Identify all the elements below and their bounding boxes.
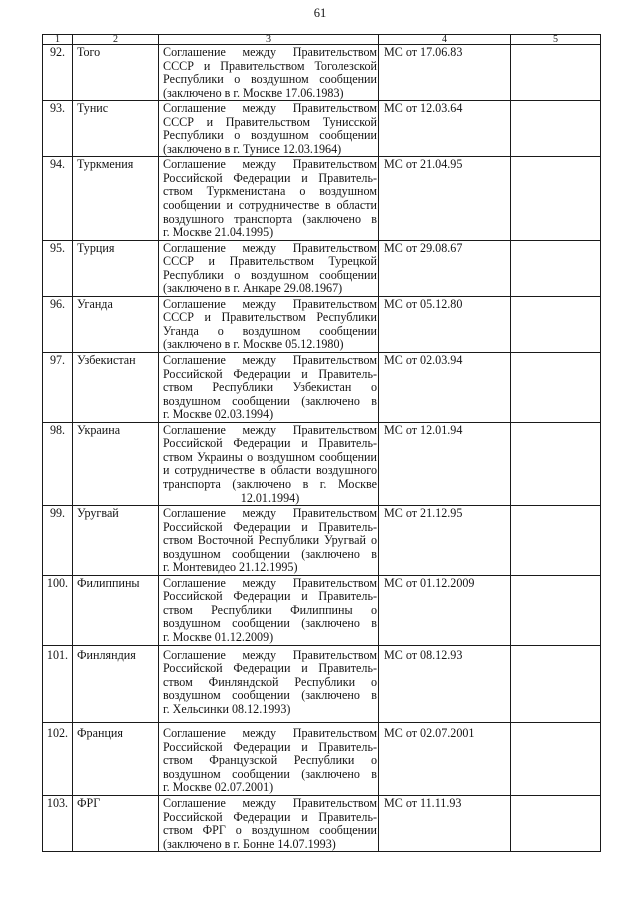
agreement-status: МС от 29.08.67 <box>379 240 511 296</box>
agreement-text-line: ством Туркменистана о воздушном <box>163 184 377 199</box>
agreement-text-line: Российской Федерации и Правитель- <box>163 170 377 185</box>
country-name: ФРГ <box>73 795 159 851</box>
agreement-text-line: Российской Федерации и Правитель- <box>163 739 377 754</box>
agreement-text-line: (заключено в г. Бонне 14.07.1993) <box>163 836 336 851</box>
header-col-number: 1 <box>43 35 73 45</box>
agreement-text-line: Российской Федерации и Правитель- <box>163 589 377 604</box>
remarks-cell <box>511 795 601 851</box>
table-row <box>43 575 601 645</box>
row-number: 102. <box>43 723 73 796</box>
agreement-text-line: транспорта (заключено в г. Москве <box>163 476 377 491</box>
agreement-text-line: ством Восточной Республики Уругвай о <box>163 533 377 548</box>
agreement-text-line: ством Украины о воздушном сообщении <box>163 449 377 464</box>
remarks-cell <box>511 45 601 101</box>
agreement-text-line: Соглашение между Правительством <box>163 45 377 59</box>
country-name: Турция <box>73 240 159 296</box>
agreement-description <box>159 157 379 240</box>
agreement-text-line: воздушном сообщении (заключено в <box>163 393 377 408</box>
remarks-cell <box>511 575 601 645</box>
agreement-text-line: 12.01.1994) <box>240 490 300 505</box>
country-name: Туркмения <box>73 157 159 240</box>
agreement-text-line: воздушном сообщении (заключено в <box>163 546 377 561</box>
country-name: Тунис <box>73 101 159 157</box>
row-number: 92. <box>43 45 73 101</box>
agreement-text-line: СССР и Правительством Республики <box>163 310 377 325</box>
table-row <box>43 645 601 723</box>
agreement-text-line: Уганда о воздушном сообщении <box>163 323 377 338</box>
row-number: 98. <box>43 422 73 505</box>
remarks-cell <box>511 723 601 796</box>
country-name: Того <box>73 45 159 101</box>
remarks-cell <box>511 157 601 240</box>
agreement-description <box>159 723 379 796</box>
agreement-text-line: Российской Федерации и Правитель- <box>163 519 377 534</box>
header-col-status: 4 <box>379 35 511 45</box>
agreement-text-line: Российской Федерации и Правитель- <box>163 661 377 676</box>
agreement-status: МС от 11.11.93 <box>379 795 511 851</box>
country-name: Уругвай <box>73 506 159 576</box>
row-number: 95. <box>43 240 73 296</box>
row-number: 100. <box>43 575 73 645</box>
agreement-status: МС от 02.03.94 <box>379 353 511 423</box>
agreement-status: МС от 17.06.83 <box>379 45 511 101</box>
agreement-status: МС от 05.12.80 <box>379 296 511 352</box>
table-row <box>43 296 601 352</box>
agreement-text-line: Соглашение между Правительством <box>163 240 377 255</box>
agreement-text-line: СССР и Правительством Тоголезской <box>163 58 377 73</box>
agreements-table <box>42 34 601 852</box>
agreement-status: МС от 01.12.2009 <box>379 575 511 645</box>
agreement-text-line: Республики о воздушном сообщении <box>163 128 377 143</box>
row-number: 101. <box>43 645 73 723</box>
agreement-text-line: СССР и Правительством Турецкой <box>163 254 377 269</box>
agreement-text-line: Российской Федерации и Правитель- <box>163 436 377 451</box>
table-row <box>43 723 601 796</box>
table-row <box>43 422 601 505</box>
agreement-status: МС от 12.01.94 <box>379 422 511 505</box>
agreement-text-line: Соглашение между Правительством <box>163 157 377 172</box>
agreement-text-line: Соглашение между Правительством <box>163 575 377 590</box>
table-row <box>43 795 601 851</box>
table-row <box>43 240 601 296</box>
agreement-text-line: Российской Федерации и Правитель- <box>163 809 377 824</box>
agreement-text-line: воздушного транспорта (заключено в <box>163 211 377 226</box>
agreement-text-line: (заключено в г. Анкаре 29.08.1967) <box>163 281 343 296</box>
agreement-text-line: Соглашение между Правительством <box>163 101 377 116</box>
agreement-status: МС от 21.12.95 <box>379 506 511 576</box>
remarks-cell <box>511 296 601 352</box>
agreement-text-line: Республики о воздушном сообщении <box>163 72 377 87</box>
agreement-status: МС от 21.04.95 <box>379 157 511 240</box>
agreement-description <box>159 353 379 423</box>
agreement-text-line: ством Республики Филиппины о <box>163 602 377 617</box>
agreement-text-line: г. Москве 02.03.1994) <box>163 407 274 422</box>
remarks-cell <box>511 422 601 505</box>
header-col-agreement: 3 <box>159 35 379 45</box>
agreement-text-line: сообщении и сотрудничестве в области <box>163 198 377 213</box>
header-row <box>43 35 601 45</box>
row-number: 103. <box>43 795 73 851</box>
row-number: 97. <box>43 353 73 423</box>
agreement-text-line: воздушном сообщении (заключено в <box>163 766 377 781</box>
agreement-description <box>159 422 379 505</box>
table-row <box>43 506 601 576</box>
agreement-text-line: Соглашение между Правительством <box>163 726 377 741</box>
agreement-text-line: СССР и Правительством Тунисской <box>163 114 377 129</box>
agreement-text-line: (заключено в г. Москве 17.06.1983) <box>163 85 344 100</box>
agreement-status: МС от 02.07.2001 <box>379 723 511 796</box>
table-body <box>43 45 601 852</box>
agreement-text-line: г. Хельсинки 08.12.1993) <box>163 701 291 716</box>
agreement-text-line: Соглашение между Правительством <box>163 506 377 521</box>
agreement-text-line: Соглашение между Правительством <box>163 647 377 662</box>
country-name: Украина <box>73 422 159 505</box>
agreement-text-line: ством ФРГ о воздушном сообщении <box>163 823 377 838</box>
remarks-cell <box>511 353 601 423</box>
agreement-text-line: Российской Федерации и Правитель- <box>163 366 377 381</box>
agreement-text-line: г. Москве 21.04.1995) <box>163 225 274 240</box>
remarks-cell <box>511 240 601 296</box>
remarks-cell <box>511 506 601 576</box>
agreement-status: МС от 12.03.64 <box>379 101 511 157</box>
agreement-status: МС от 08.12.93 <box>379 645 511 723</box>
agreement-description <box>159 645 379 723</box>
agreement-description <box>159 575 379 645</box>
agreement-text-line: (заключено в г. Тунисе 12.03.1964) <box>163 141 342 156</box>
agreement-text-line: Соглашение между Правительством <box>163 422 377 437</box>
table-row <box>43 157 601 240</box>
agreement-description <box>159 795 379 851</box>
agreement-text-line: ством Финляндской Республики о <box>163 674 377 689</box>
agreement-text-line: ством Французской Республики о <box>163 753 377 768</box>
table-row <box>43 353 601 423</box>
remarks-cell <box>511 645 601 723</box>
agreement-text-line: Соглашение между Правительством <box>163 296 377 311</box>
agreement-description <box>159 45 379 101</box>
country-name: Филиппины <box>73 575 159 645</box>
agreement-description <box>159 506 379 576</box>
agreement-text-line: Соглашение между Правительством <box>163 795 377 810</box>
agreement-description <box>159 240 379 296</box>
agreement-description <box>159 101 379 157</box>
table-header <box>43 35 601 45</box>
agreement-text-line: ством Республики Узбекистан о <box>163 380 377 395</box>
country-name: Узбекистан <box>73 353 159 423</box>
row-number: 93. <box>43 101 73 157</box>
table-row <box>43 101 601 157</box>
page-number: 61 <box>313 6 327 20</box>
agreement-text-line: и сотрудничестве в области воздушного <box>163 463 377 478</box>
row-number: 94. <box>43 157 73 240</box>
remarks-cell <box>511 101 601 157</box>
country-name: Финляндия <box>73 645 159 723</box>
agreement-text-line: воздушном сообщении (заключено в <box>163 688 377 703</box>
table-row <box>43 45 601 101</box>
header-col-remarks: 5 <box>511 35 601 45</box>
agreement-text-line: воздушном сообщении (заключено в <box>163 616 377 631</box>
country-name: Уганда <box>73 296 159 352</box>
agreement-text-line: г. Монтевидео 21.12.1995) <box>163 560 298 575</box>
row-number: 99. <box>43 506 73 576</box>
agreement-text-line: г. Москве 02.07.2001) <box>163 780 274 795</box>
agreement-text-line: Республики о воздушном сообщении <box>163 267 377 282</box>
row-number: 96. <box>43 296 73 352</box>
agreement-text-line: (заключено в г. Москве 05.12.1980) <box>163 337 344 352</box>
header-col-country: 2 <box>73 35 159 45</box>
agreement-text-line: Соглашение между Правительством <box>163 353 377 368</box>
agreement-description <box>159 296 379 352</box>
country-name: Франция <box>73 723 159 796</box>
agreement-text-line: г. Москве 01.12.2009) <box>163 629 274 644</box>
